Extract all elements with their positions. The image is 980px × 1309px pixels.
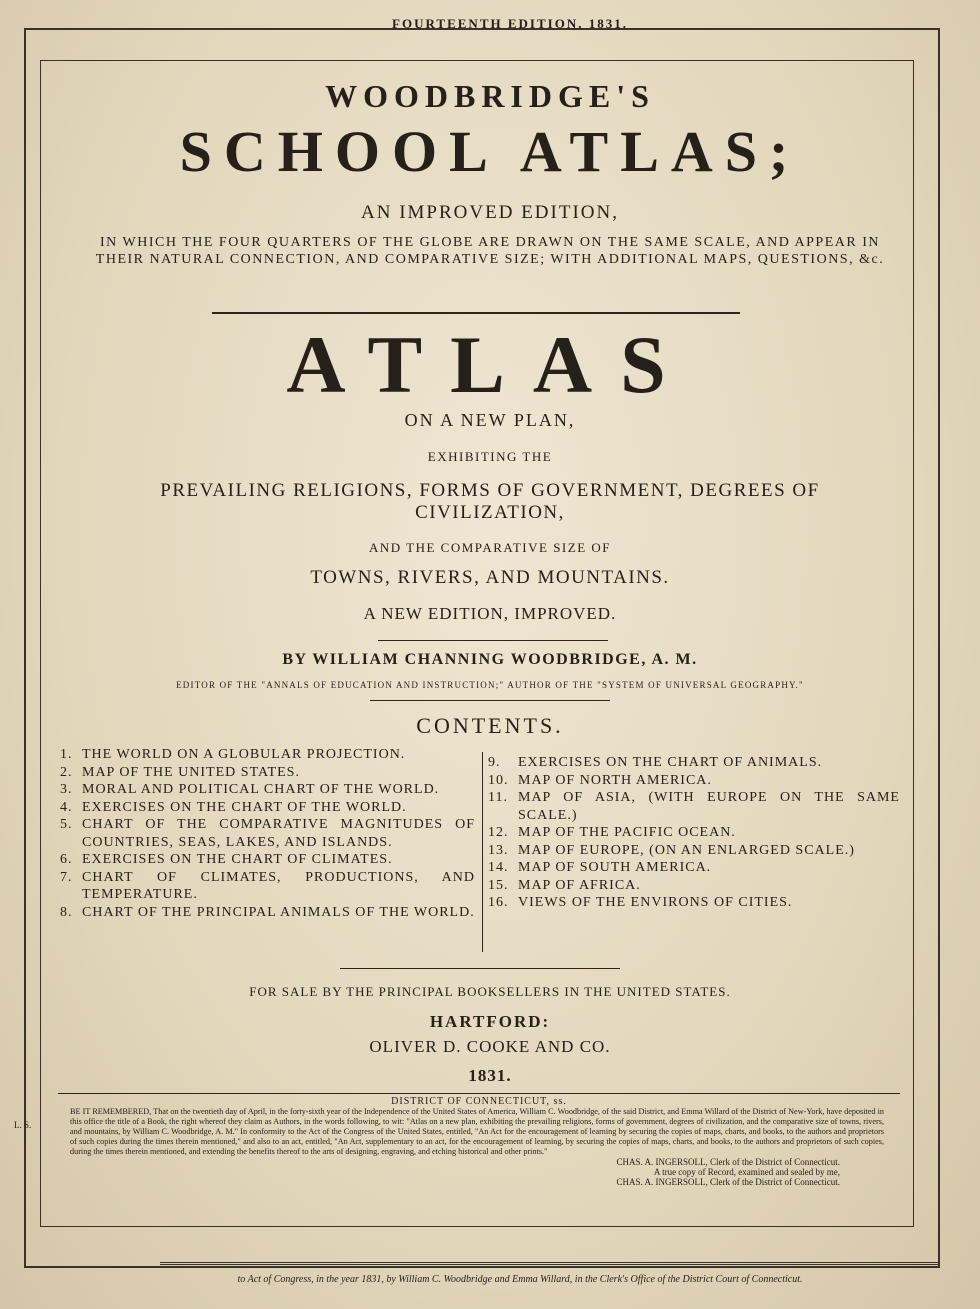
divider-rule	[378, 640, 608, 641]
list-item: 3. MORAL AND POLITICAL CHART OF THE WORLD.	[60, 782, 440, 797]
contents-list	[60, 746, 900, 956]
publisher-name: OLIVER D. COOKE AND CO.	[369, 1037, 611, 1056]
atlas-towns: TOWNS, RIVERS, AND MOUNTAINS.	[310, 567, 670, 588]
title-improved-edition: AN IMPROVED EDITION,	[361, 202, 619, 223]
atlas-plan: ON A NEW PLAN,	[404, 410, 576, 430]
publisher-sale: FOR SALE BY THE PRINCIPAL BOOKSELLERS IN THE UNITED STATES.	[249, 984, 731, 999]
record-attestation: A true copy of Record, examined and sealed by me,	[653, 1167, 840, 1177]
divider-rule	[212, 312, 740, 314]
atlas-heading: ATLAS	[286, 319, 694, 410]
publisher-city: HARTFORD:	[429, 1012, 551, 1031]
publisher-year: 1831.	[468, 1066, 512, 1085]
author-name: BY WILLIAM CHANNING WOODBRIDGE, A. M.	[282, 651, 698, 668]
contents-heading: CONTENTS.	[416, 713, 564, 738]
list-item: 7. CHART OF CLIMATES, PRODUCTIONS, AND TEMPERATURE.	[60, 869, 475, 902]
legal-body: BE IT REMEMBERED, That on the twentieth day of April, in the forty-sixth year of the Independence of the United States of America, William C. Woodbridge, of the said District, and Emma Willard of the District of New-York, have deposited in this office the title of a Book, the right whereof they claim as Authors, in the words following, to wit: "Atlas on a new plan, exhibiting the prevailing religions, forms of government, degrees of civilization, and the comparative size of towns, rivers, and mountains, by William C. Woodbridge, A. M." In conformity to the Act of the Congress of the United States, entitled, "An Act for the encouragement of learning by securing the copies of maps, charts, and books, to the authors and proprietors of such copies during the times therein mentioned," and also to an act, entitled, "An Act, supplementary to an act, for the encouragement of learning, by securing the copies of maps, charts, and books, to the authors and proprietors of such copies, during the times therein mentioned, and extending the benefits thereof to the arts of designing, engraving, and etching historical and other prints."	[70, 1107, 884, 1156]
list-item: 8. CHART OF THE PRINCIPAL ANIMALS OF THE WORLD.	[60, 904, 475, 920]
title-description: IN WHICH THE FOUR QUARTERS OF THE GLOBE ARE DRAWN ON THE SAME SCALE, AND APPEAR IN THEIR NATURAL CONNECTION, AND COMPARATIVE SIZE; WITH ADDITIONAL MAPS, QUESTIONS, &c.	[95, 235, 885, 267]
list-item: 10. MAP OF NORTH AMERICA.	[488, 772, 712, 788]
atlas-new-edition: A NEW EDITION, IMPROVED.	[363, 604, 617, 623]
copyright-notice	[58, 1097, 900, 1187]
author-credentials: EDITOR OF THE "ANNALS OF EDUCATION AND INSTRUCTION;" AUTHOR OF THE "SYSTEM OF UNIVERSAL GEOGRAPHY."	[176, 680, 804, 690]
divider-rule	[370, 700, 610, 701]
list-item: 12. MAP OF THE PACIFIC OCEAN.	[488, 825, 736, 840]
clerk-signature: CHAS. A. INGERSOLL, Clerk of the District of Connecticut.	[616, 1157, 840, 1167]
list-item: 13. MAP OF EUROPE, (ON AN ENLARGED SCALE.)	[488, 842, 855, 858]
list-item: 15. MAP OF AFRICA.	[488, 877, 641, 893]
contents-left-column	[60, 746, 475, 921]
footer-rule	[160, 1262, 940, 1265]
list-item: 9. EXERCISES ON THE CHART OF ANIMALS.	[488, 755, 823, 770]
column-divider	[482, 752, 483, 952]
divider-rule	[58, 1093, 900, 1094]
clerk-signature-second: CHAS. A. INGERSOLL, Clerk of the District of Connecticut.	[616, 1177, 840, 1187]
list-item: 16. VIEWS OF THE ENVIRONS OF CITIES.	[488, 895, 793, 910]
atlas-prevailing: PREVAILING RELIGIONS, FORMS OF GOVERNMENT, DEGREES OF CIVILIZATION,	[160, 480, 820, 523]
list-item: 5. CHART OF THE COMPARATIVE MAGNITUDES OF COUNTRIES, SEAS, LAKES, AND ISLANDS.	[60, 817, 475, 850]
atlas-comparative: AND THE COMPARATIVE SIZE OF	[368, 540, 612, 555]
copyright-line: to Act of Congress, in the year 1831, by William C. Woodbridge and Emma Willard, in the Clerk's Office of the District Court of Connecticut.	[237, 1274, 803, 1285]
seal-label: L. S.	[14, 1120, 32, 1130]
district-heading: DISTRICT OF CONNECTICUT, ss.	[391, 1096, 567, 1107]
title-school-atlas: SCHOOL ATLAS;	[179, 119, 801, 184]
list-item: 11. MAP OF ASIA, (WITH EUROPE ON THE SAME SCALE.)	[488, 790, 900, 823]
edition-line: FOURTEENTH EDITION, 1831.	[392, 16, 628, 31]
list-item: 14. MAP OF SOUTH AMERICA.	[488, 860, 712, 875]
list-item: 1. THE WORLD ON A GLOBULAR PROJECTION.	[60, 747, 406, 762]
contents-right-column	[488, 754, 900, 912]
list-item: 4. EXERCISES ON THE CHART OF THE WORLD.	[60, 799, 407, 815]
list-item: 6. EXERCISES ON THE CHART OF CLIMATES.	[60, 852, 393, 867]
title-woodbridges: WOODBRIDGE'S	[325, 78, 655, 114]
divider-rule	[340, 968, 620, 969]
list-item: 2. MAP OF THE UNITED STATES.	[60, 764, 300, 780]
atlas-exhibiting: EXHIBITING THE	[427, 449, 553, 464]
